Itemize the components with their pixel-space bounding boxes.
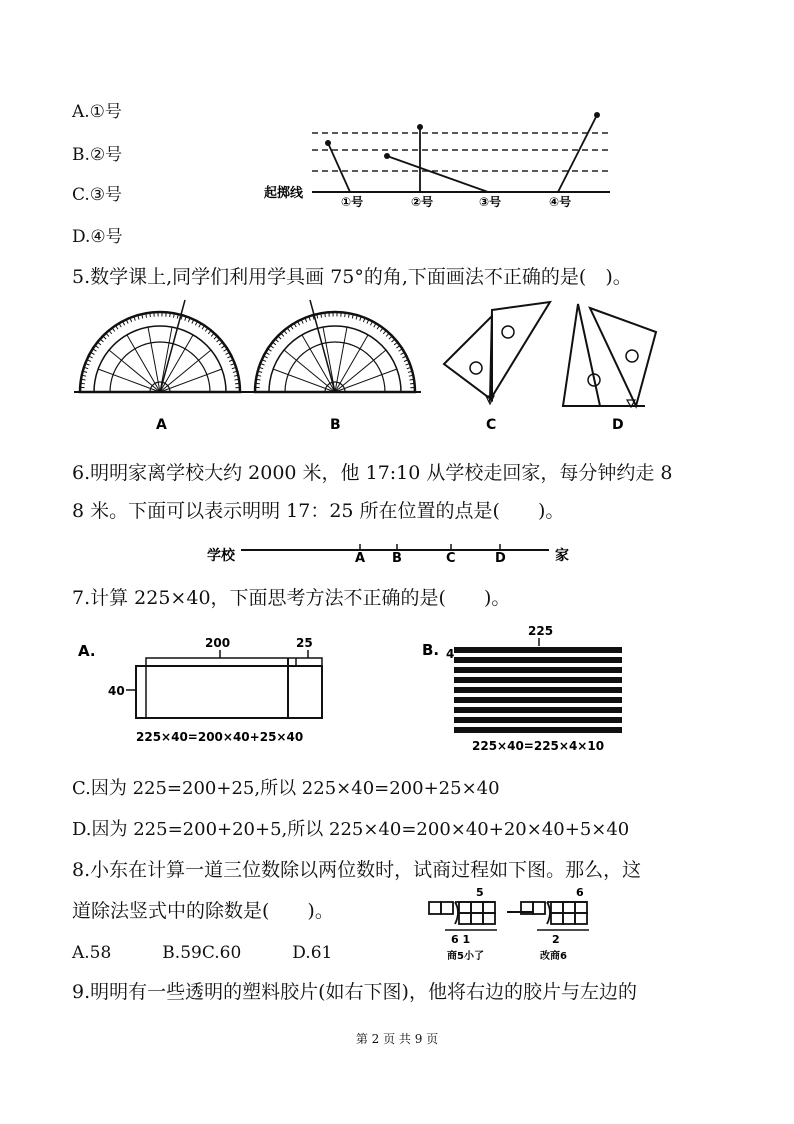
fig-b-top: 225 — [528, 624, 554, 638]
q7-figure-a — [70, 630, 370, 748]
label-b: B — [330, 417, 341, 433]
point-c: C — [446, 551, 456, 566]
home-label: 家 — [555, 548, 569, 564]
q4-option-c: C.③号 — [72, 185, 123, 205]
fig-b-formula: 225×40=225×4×10 — [472, 739, 605, 753]
q6-question-line1: 6.明明家离学校大约 2000 米，他 17:10 从学校走回家，每分钟约走 8 — [72, 462, 673, 484]
q4-option-d: D.④号 — [72, 227, 123, 247]
q4-option-b: B.②号 — [72, 145, 123, 165]
fig-b-side: 4 — [446, 647, 455, 661]
right-caption: 改商6 — [540, 951, 567, 962]
q7-question: 7.计算 225×40，下面思考方法不正确的是( )。 — [72, 587, 511, 609]
left-division — [429, 902, 495, 924]
fig-a-formula: 225×40=200×40+25×40 — [136, 730, 304, 744]
q8-options: A.58 B.59C.60 D.61 — [72, 943, 333, 963]
left-bottom: 6 1 — [451, 933, 471, 946]
q7-figure-b — [418, 622, 638, 754]
start-line-label: 起掷线 — [264, 186, 304, 201]
fig-a-top-left: 200 — [205, 636, 231, 650]
point-b: B — [392, 551, 402, 566]
fig-a-side: 40 — [108, 684, 125, 698]
left-caption: 商5小了 — [447, 951, 484, 962]
protractor-b — [247, 300, 421, 392]
label-d: D — [612, 417, 624, 433]
number-line — [205, 536, 585, 570]
set-square-c — [444, 302, 550, 404]
page-footer: 第 2 页 共 9 页 — [355, 1032, 439, 1046]
protractor-a — [74, 300, 248, 392]
q7-option-c: C.因为 225=200+25,所以 225×40=200+25×40 — [72, 778, 500, 799]
label-c: C — [486, 417, 497, 433]
right-quotient: 6 — [576, 886, 584, 899]
set-square-d — [562, 304, 656, 407]
marker-1: ①号 — [341, 195, 364, 209]
throw-figure — [260, 105, 620, 215]
school-label: 学校 — [207, 548, 235, 564]
q4-option-a: A.①号 — [72, 102, 122, 122]
fig-b-letter: B. — [422, 641, 440, 659]
marker-3: ③号 — [479, 195, 502, 209]
trial-quotient-figure — [425, 882, 645, 962]
q6-question-line2: 8 米。下面可以表示明明 17：25 所在位置的点是( )。 — [72, 500, 565, 522]
left-quotient: 5 — [476, 886, 484, 899]
q5-question: 5.数学课上,同学们利用学具画 75°的角,下面画法不正确的是( )。 — [72, 266, 632, 288]
strip-stack — [454, 647, 622, 733]
right-bottom: 2 — [552, 933, 560, 946]
q7-option-d: D.因为 225=200+20+5,所以 225×40=200×40+20×40+5×40 — [72, 819, 630, 840]
protractor-figures — [60, 292, 680, 440]
q8-question-line2: 道除法竖式中的除数是( )。 — [72, 900, 334, 922]
fig-a-top-right: 25 — [296, 636, 313, 650]
q9-question: 9.明明有一些透明的塑料胶片(如右下图)，他将右边的胶片与左边的 — [72, 981, 637, 1003]
fig-a-letter: A. — [78, 642, 96, 660]
q8-question-line1: 8.小东在计算一道三位数除以两位数时，试商过程如下图。那么，这 — [72, 859, 642, 881]
label-a: A — [156, 417, 167, 433]
marker-4: ④号 — [549, 195, 572, 209]
point-d: D — [495, 551, 506, 566]
point-a: A — [355, 551, 366, 566]
marker-2: ②号 — [411, 195, 434, 209]
